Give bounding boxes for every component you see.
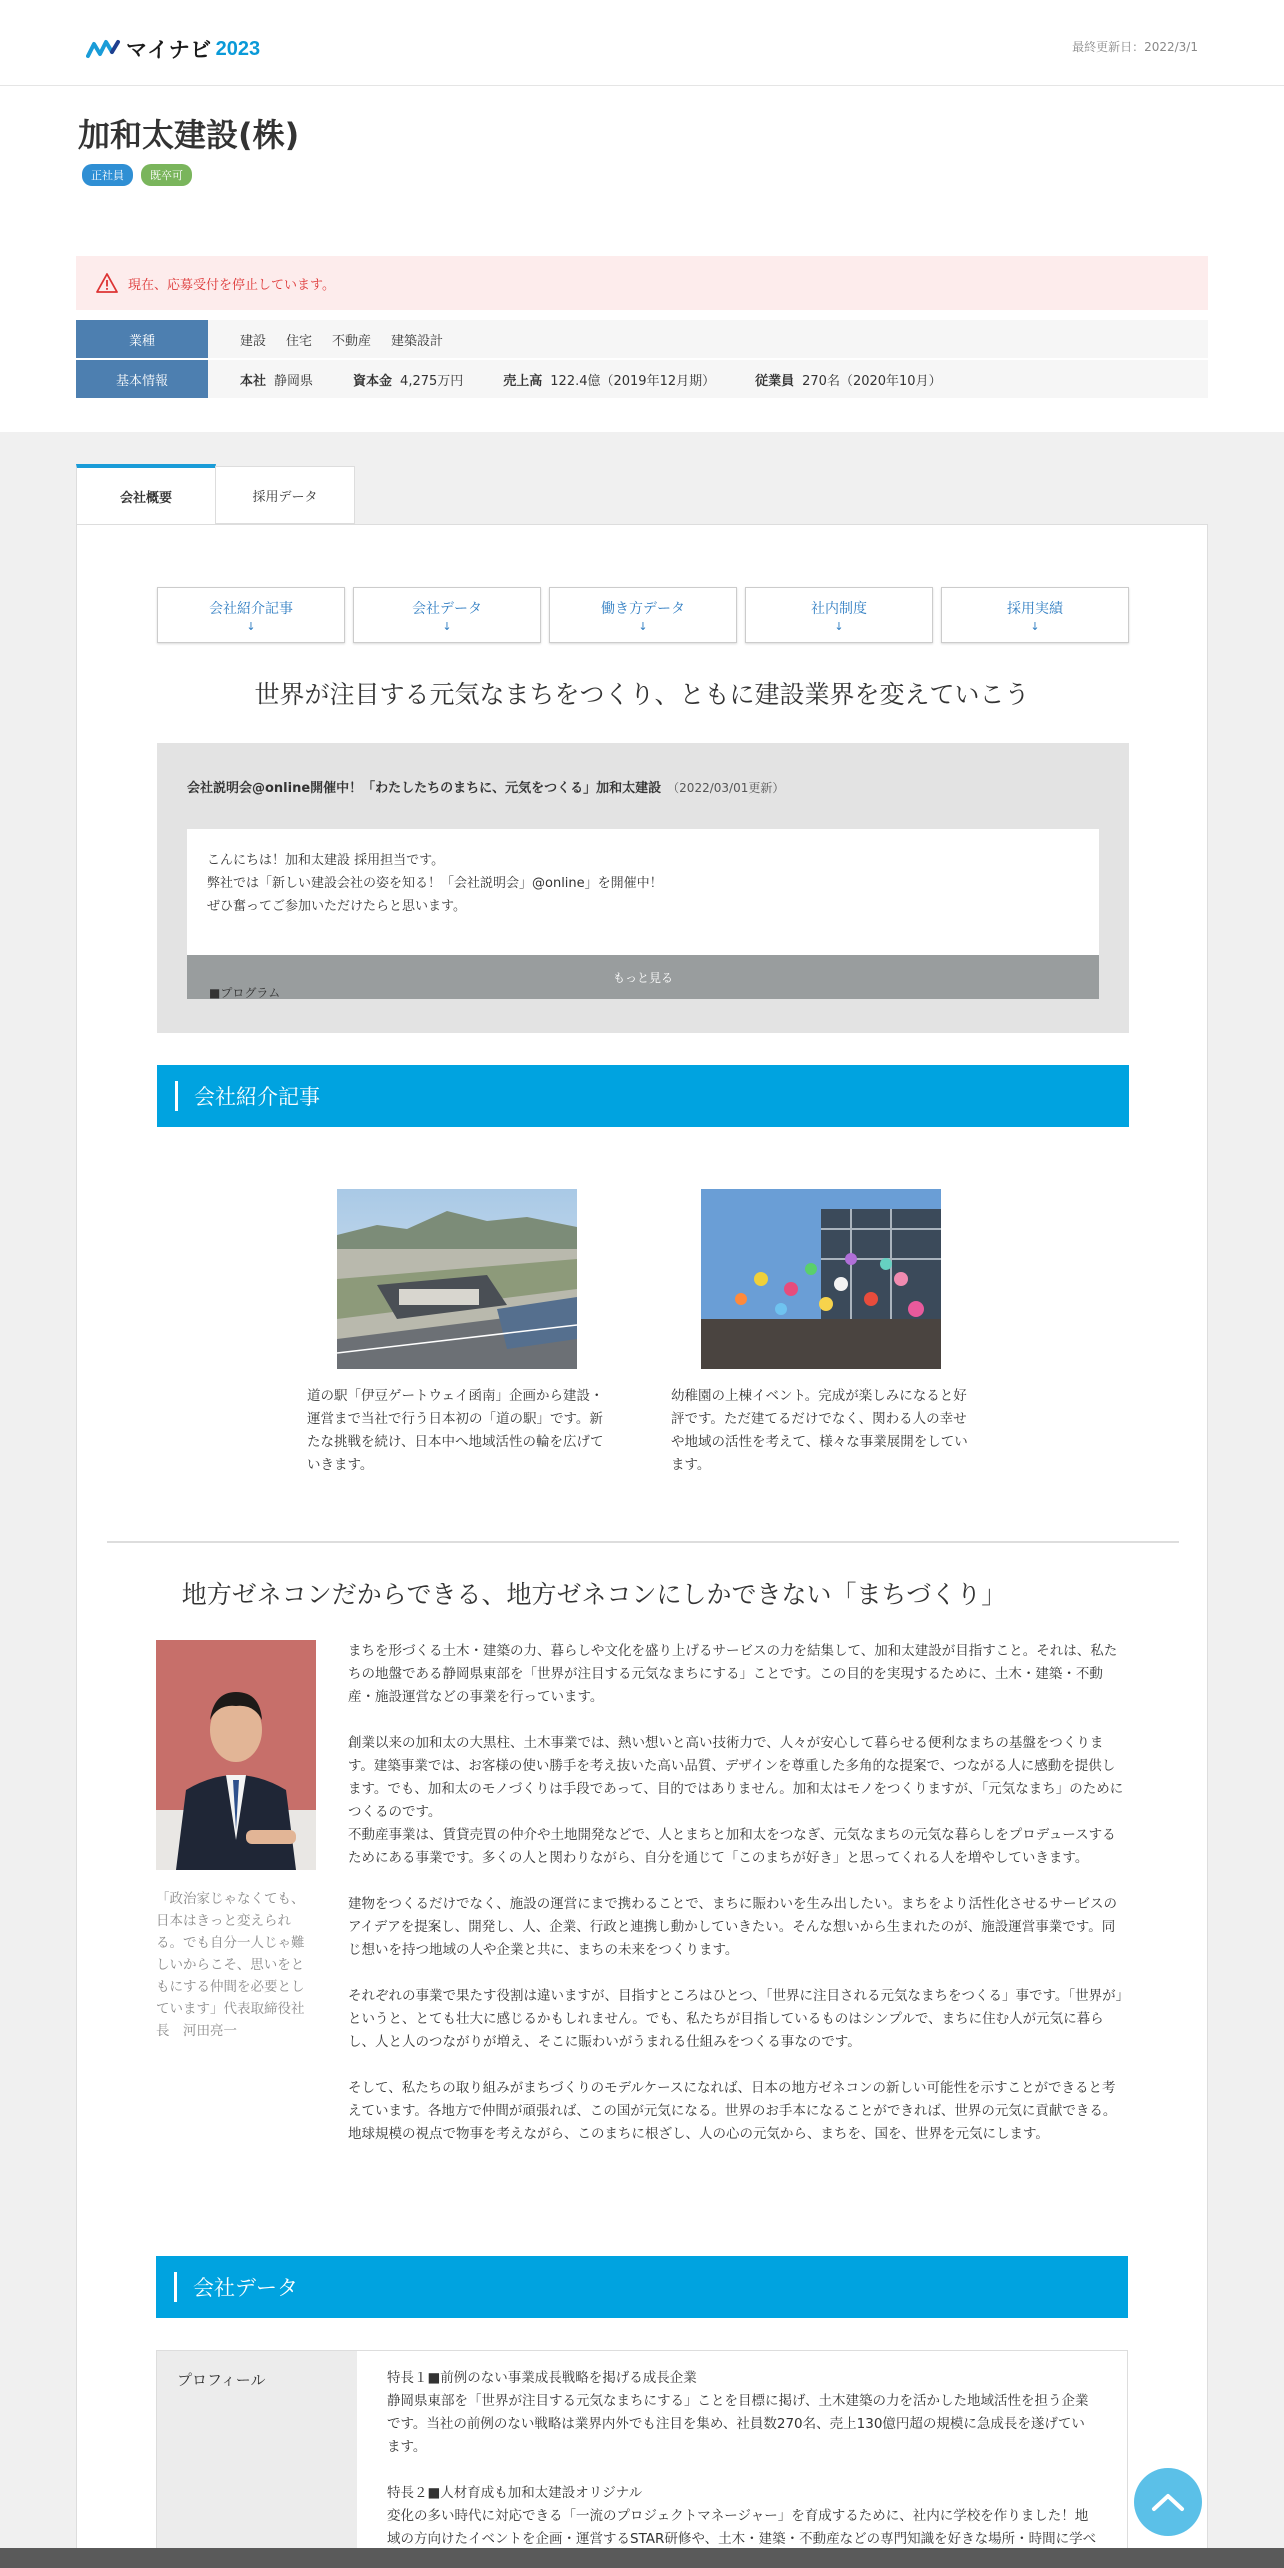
alert-text: 現在、応募受付を停止しています。 [128, 277, 335, 293]
bottom-bar [0, 2548, 1284, 2568]
arrow-down-icon: ↓ [246, 619, 256, 633]
story-paragraph: 建物をつくるだけでなく、施設の運営にまで携わることで、まちに賑わいを生み出したい。まちをより活性化させるサービスのアイデアを提案し、開発し、人、企業、行政と連携し動かしていきたい。そんな想いから生まれたのが、施設運営事業です。同じ想いを持つ地域の人や企業と共に、まちの未来をつくります。 [348, 1896, 1117, 1958]
industry-item: 建設 [240, 333, 267, 349]
sales-value: 122.4億（2019年12月期） [550, 373, 716, 389]
story-paragraph: まちを形づくる土木・建築の力、暮らしや文化を盛り上げるサービスの力を結集して、加和太建設が目指すこと。それは、私たちの地盤である静岡県東部を「世界が注目する元気なまちにする」ことです。この目的を実現するために、土木・建築・不動産・施設運営などの事業を行っています。 [348, 1643, 1118, 1705]
article-caption: 幼稚園の上棟イベント。完成が楽しみになると好評です。ただ建てるだけでなく、関わる人の幸せや地域の活性を考えて、様々な事業展開をしています。 [671, 1388, 968, 1473]
industry-item: 建築設計 [391, 333, 444, 349]
hq-value: 静岡県 [274, 373, 314, 389]
kindergarten-event-photo[interactable] [701, 1189, 941, 1369]
tag-graduates-ok: 既卒可 [141, 164, 192, 186]
capital-label: 資本金 [353, 373, 393, 389]
anchor-label: 採用実績 [1007, 600, 1063, 617]
arrow-down-icon: ↓ [638, 619, 648, 633]
company-data-table [156, 2350, 1128, 2568]
logo-text: マイナビ [126, 39, 212, 62]
news-program-peek: ■プログラム [209, 986, 281, 999]
news-date: （2022/03/01更新） [667, 781, 785, 795]
section-header-company-data [156, 2256, 1128, 2318]
logo-year: 2023 [215, 37, 261, 60]
anchor-hiring-record[interactable] [941, 587, 1129, 643]
chevron-up-icon [1151, 2492, 1185, 2512]
capital-value: 4,275万円 [400, 373, 464, 389]
warning-icon [96, 273, 118, 293]
anchor-company-data[interactable] [353, 587, 541, 643]
site-header [0, 0, 1284, 86]
anchor-label: 会社紹介記事 [209, 600, 293, 617]
story-paragraph: そして、私たちの取り組みがまちづくりのモデルケースになれば、日本の地方ゼネコンの新しい可能性を示すことができると考えています。各地方で仲間が頑張れば、この国が元気になる。世界のお手本になることができれば、世界の元気に貢献できる。地球規模の視点で物事を考えながら、このまちに根ざし、人の心の元気から、まちを、国を、世界を元気にします。 [348, 2080, 1117, 2142]
story-paragraph: 創業以来の加和太の大黒柱、土木事業では、熱い想いと高い技術力で、人々が安心して暮らせる便利なまちの基盤をつくります。建築事業では、お客様の使い勝手を考え抜いた高い品質、デザインを尊重した多角的な提案で、つながる人に感動を提供します。でも、加和太のモノづくりは手段であって、目的ではありません。加和太はモノをつくりますが、「元気なまち」のためにつくるのです。 不動産事業は、賃貸売買の仲介や土地開発などで、人とまちと加和太をつなぎ、元気なまちの元気な暮らしをプロデュースするためにある事業です。多くの人と関わりながら、自分を通じて「このまちが好き」と思ってくれる人を増やしていきます。 [348, 1735, 1124, 1866]
news-body [187, 829, 1099, 999]
employees-info [755, 370, 941, 389]
article-card [671, 1189, 971, 1477]
anchor-company-articles[interactable] [157, 587, 345, 643]
show-more-button[interactable] [187, 955, 1099, 999]
story-paragraph: それぞれの事業で果たす役割は違いますが、目指すところはひとつ、「世界に注目される元気なまちをつくる」事です。「世界が」というと、とても壮大に感じるかもしれません。でも、私たちが目指しているものはシンプルで、まちに住む人が元気に暮らし、人と人のつながりが増え、そこに賑わいがうまれる仕組みをつくる事なのです。 [348, 1988, 1123, 2050]
arrow-down-icon: ↓ [834, 619, 844, 633]
news-box [157, 743, 1129, 1033]
president-caption: 「政治家じゃなくても、日本はきっと変えられる。でも自分一人じゃ難しいからこそ、思いをともにする仲間を必要としています」代表取締役社長 河田亮一 [156, 1891, 305, 2039]
company-info-table [76, 320, 1208, 400]
page-tabs [76, 464, 355, 525]
hq-info [240, 370, 313, 389]
basic-info-label: 基本情報 [76, 360, 208, 398]
anchor-internal-systems[interactable] [745, 587, 933, 643]
last-updated: 最終更新日：2022/3/1 [1072, 40, 1198, 54]
basic-info-row [76, 360, 1208, 398]
tab-recruitment-data[interactable]: 採用データ [215, 466, 355, 524]
profile-label: プロフィール [157, 2351, 357, 2568]
article-card [307, 1189, 607, 1477]
article-caption: 道の駅「伊豆ゲートウェイ函南」企画から建設・運営まで当社で行う日本初の「道の駅」です。新たな挑戦を続け、日本中へ地域活性の輪を広げていきます。 [307, 1388, 604, 1473]
section-header-company-articles [157, 1065, 1129, 1127]
industry-values [208, 320, 1208, 358]
tab-company-overview[interactable]: 会社概要 [76, 464, 216, 525]
section-divider [107, 1541, 1179, 1543]
president-photo [156, 1640, 316, 1870]
application-closed-alert [76, 256, 1208, 310]
news-line: 弊社では「新しい建設会社の姿を知る！「会社説明会」@online」を開催中！ [207, 876, 663, 891]
news-title-text: 会社説明会@online開催中！「わたしたちのまちに、元気をつくる」加和太建設 [187, 781, 662, 796]
industry-item: 不動産 [332, 333, 372, 349]
section-title: 会社データ [193, 2276, 298, 2300]
anchor-label: 会社データ [412, 600, 482, 617]
news-text [207, 849, 663, 918]
anchor-work-style-data[interactable] [549, 587, 737, 643]
anchor-nav [157, 587, 1129, 643]
roadside-station-image [337, 1189, 577, 1369]
sales-info [503, 370, 715, 389]
company-name: 加和太建設(株) [78, 116, 300, 154]
back-to-top-button[interactable] [1134, 2468, 1202, 2536]
president-image [156, 1640, 316, 1870]
section-title: 会社紹介記事 [194, 1085, 320, 1109]
industry-item: 住宅 [286, 333, 313, 349]
employees-label: 従業員 [755, 373, 795, 389]
arrow-down-icon: ↓ [1030, 619, 1040, 633]
capital-info [353, 370, 463, 389]
industry-row [76, 320, 1208, 358]
profile-text: 特長１■前例のない事業成長戦略を掲げる成長企業 静岡県東部を「世界が注目する元気なまちにする」ことを目標に掲げ、土木建築の力を活かした地域活性を担う企業です。当社の前例のない戦略は業界内外でも注目を集め、社員数270名、売上130億円超の規模に急成長を遂げています。 特長２■人材育成も加和太建設オリジナル 変化の多い時代に対応できる「一流のプロジェクトマネージャー」を育成するために、社内に学校を作りました！地域の方向けたイベントを企画・運営するSTAR研修や、土木・建築・不動産などの専門知識を好きな場所・時間に学べ [387, 2370, 1097, 2547]
news-line: こんにちは！加和太建設 採用担当です。 [207, 853, 445, 868]
industry-label: 業種 [76, 320, 208, 358]
tag-fulltime: 正社員 [82, 164, 133, 186]
mynavi-logo-icon [86, 38, 122, 60]
roadside-station-photo[interactable] [337, 1189, 577, 1369]
company-story-text [348, 1640, 1128, 2169]
arrow-down-icon: ↓ [442, 619, 452, 633]
show-more-label: もっと見る [612, 970, 673, 985]
balloon-event-image [701, 1189, 941, 1369]
employees-value: 270名（2020年10月） [802, 373, 942, 389]
employment-tags [82, 164, 192, 186]
anchor-label: 働き方データ [601, 600, 685, 617]
hq-label: 本社 [240, 373, 267, 389]
mynavi-logo[interactable] [86, 34, 260, 64]
catch-copy-town-making: 地方ゼネコンだからできる、地方ゼネコンにしかできない「まちづくり」 [181, 1580, 1007, 1609]
anchor-label: 社内制度 [811, 600, 867, 617]
catch-copy-main: 世界が注目する元気なまちをつくり、ともに建設業界を変えていこう [254, 680, 1030, 709]
news-title [187, 777, 784, 796]
sales-label: 売上高 [503, 373, 543, 389]
basic-info-values [208, 360, 1208, 398]
news-line: ぜひ奮ってご参加いただけたらと思います。 [207, 899, 466, 914]
